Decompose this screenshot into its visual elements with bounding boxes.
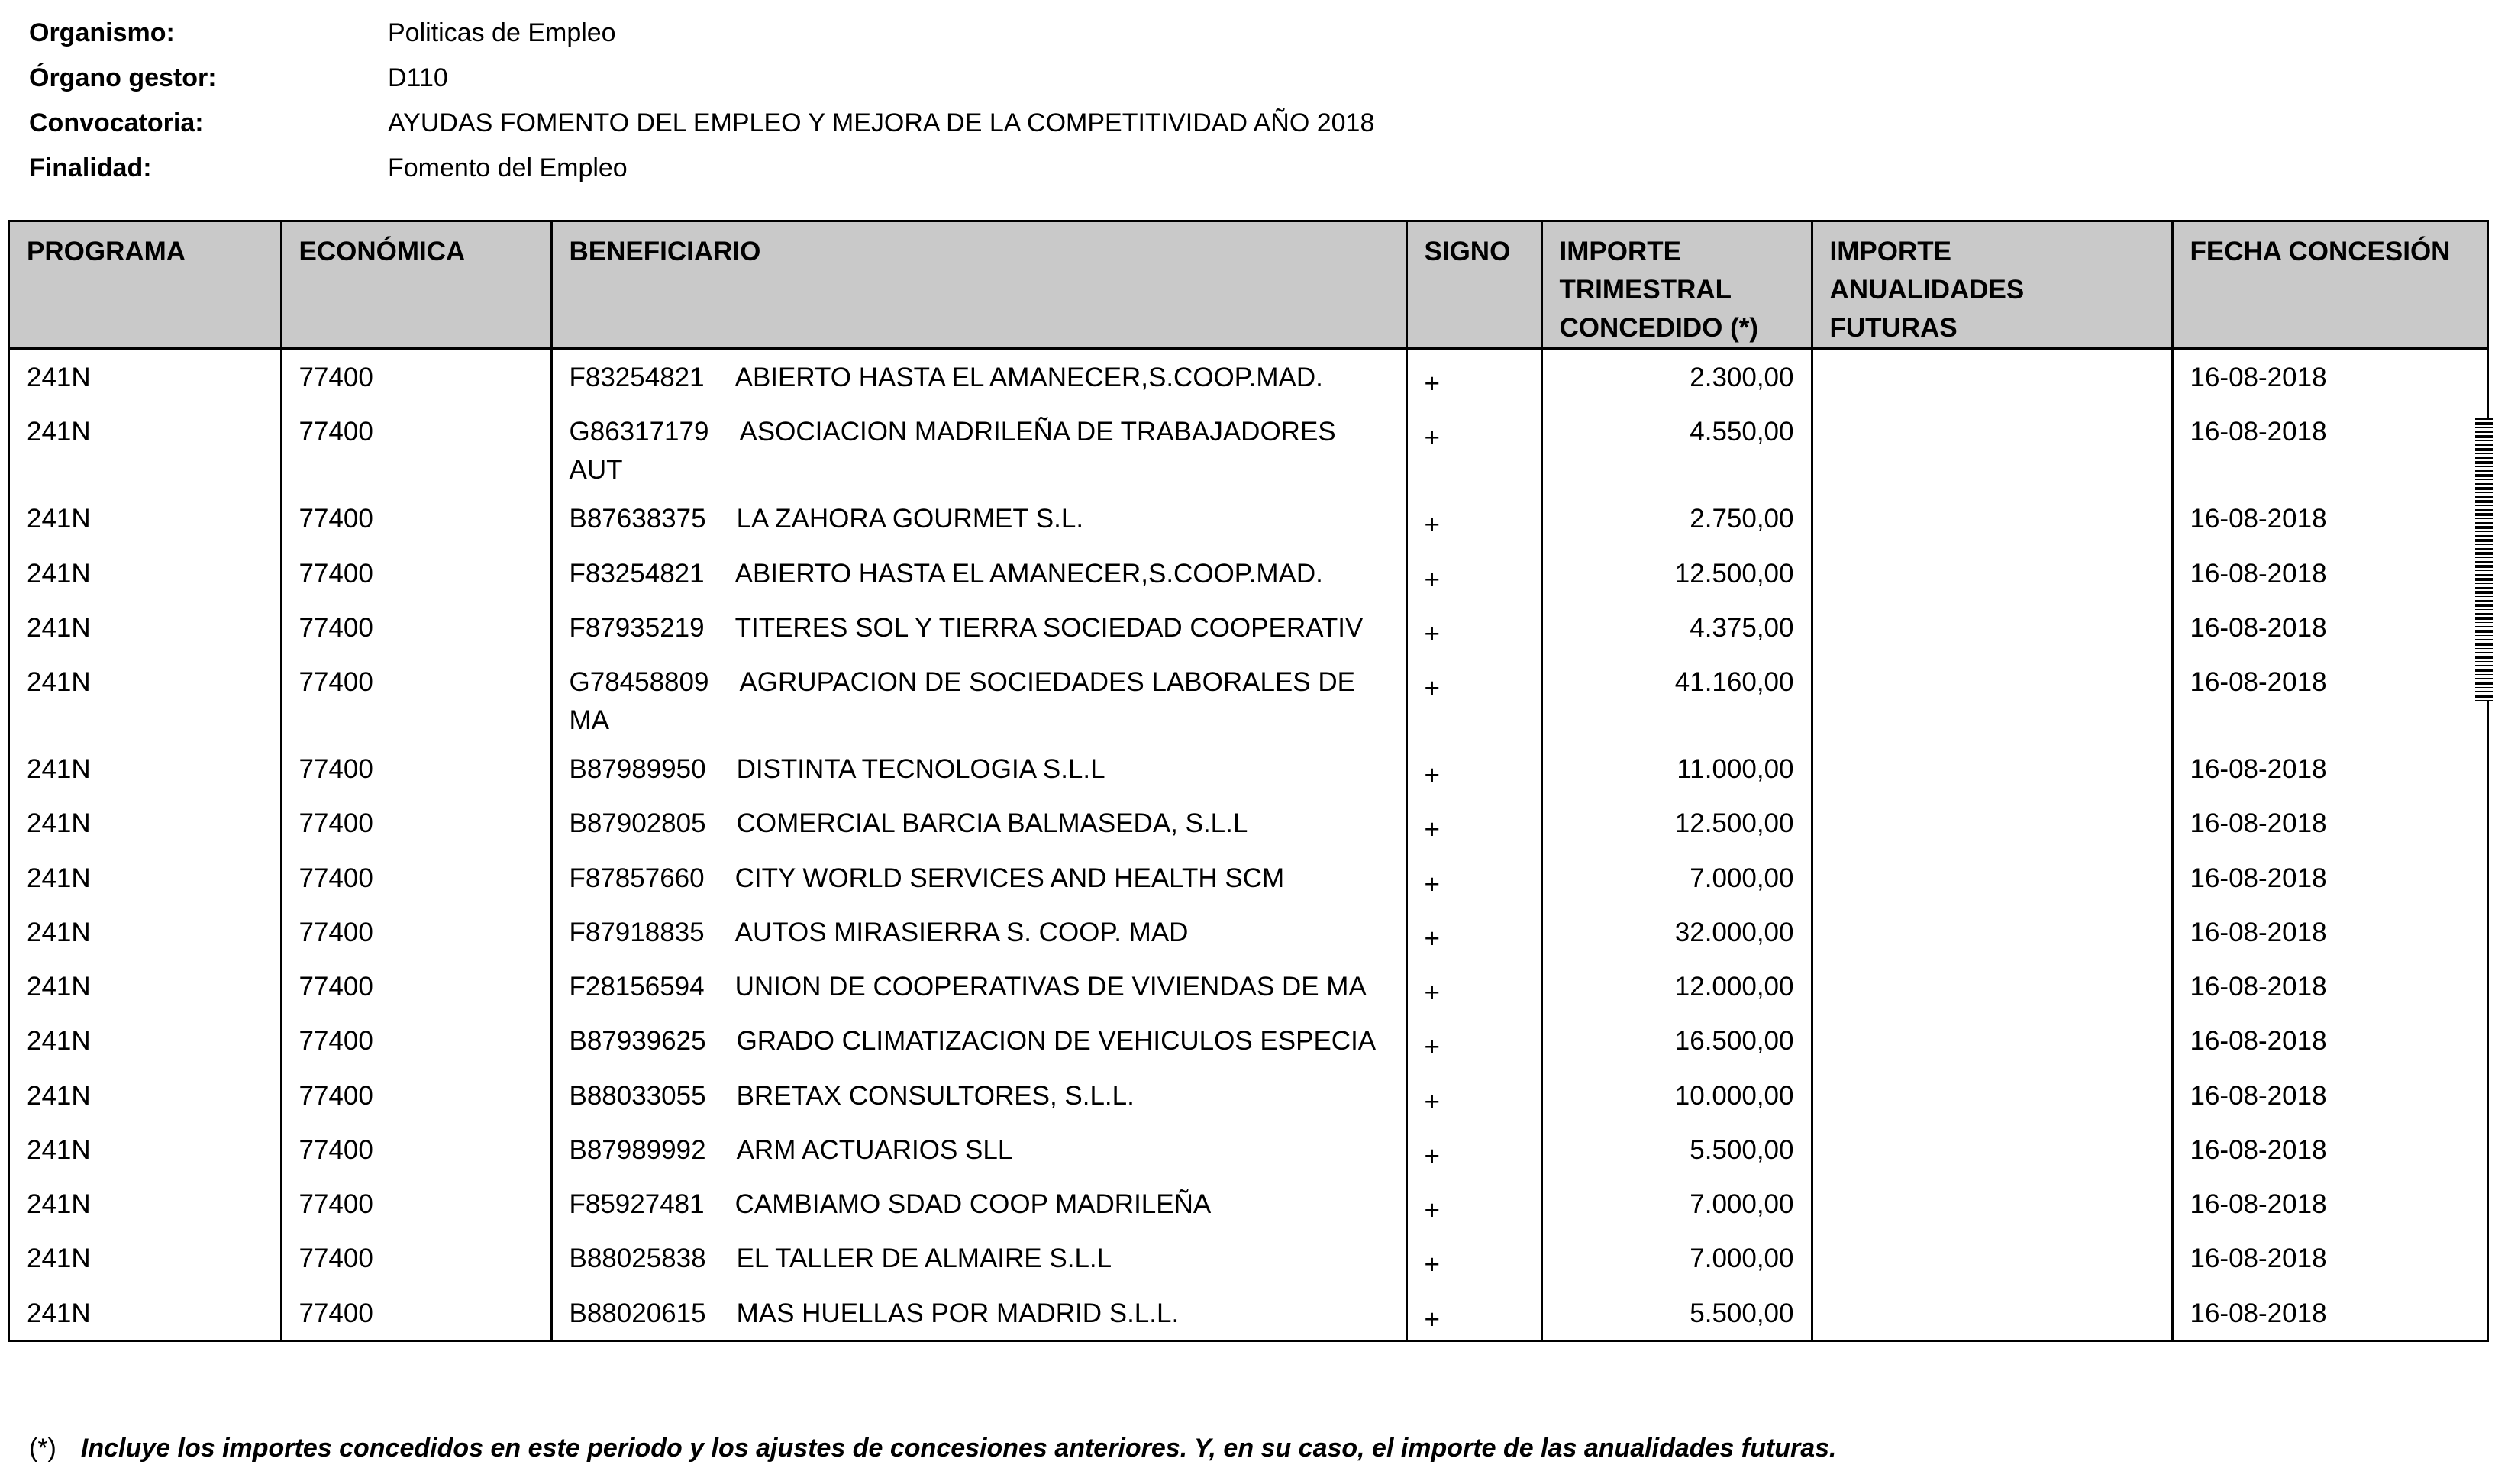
cell-importe: 12.000,00 — [1541, 959, 1812, 1013]
cell-fecha: 16-08-2018 — [2190, 612, 2327, 643]
cell-importe: 7.000,00 — [1541, 1231, 1812, 1285]
beneficiario-nif: F83254821 — [569, 558, 705, 589]
beneficiario-nif: F83254821 — [569, 363, 705, 392]
cell-programa: 241N — [10, 546, 281, 600]
cell-fecha: 16-08-2018 — [2190, 1244, 2327, 1274]
cell-importe: 12.500,00 — [1541, 546, 1812, 600]
cell-signo: + — [1406, 349, 1541, 405]
beneficiario-nif: F87935219 — [569, 612, 705, 643]
cell-signo: + — [1406, 1122, 1541, 1176]
cell-anualidades — [1812, 1068, 2172, 1122]
side-barcode — [2475, 418, 2493, 701]
cell-beneficiario — [551, 491, 1406, 545]
beneficiario-nombre: UNION DE COOPERATIVAS DE VIVIENDAS DE MA — [734, 972, 1367, 1002]
table-row — [10, 1176, 2487, 1231]
cell-fecha: 16-08-2018 — [2190, 1134, 2327, 1165]
concessions-table — [10, 222, 2487, 1340]
cell-economica: 77400 — [281, 795, 551, 850]
cell-programa: 241N — [10, 1013, 281, 1067]
cell-anualidades — [1812, 959, 2172, 1013]
cell-economica: 77400 — [281, 600, 551, 654]
cell-anualidades — [1812, 1286, 2172, 1340]
cell-beneficiario — [551, 795, 1406, 850]
table-row — [10, 1068, 2487, 1122]
beneficiario-nombre: CAMBIAMO SDAD COOP MADRILEÑA — [734, 1189, 1212, 1220]
beneficiario-nif: B88033055 — [569, 1080, 706, 1111]
cell-importe: 16.500,00 — [1541, 1013, 1812, 1067]
beneficiario-nombre: ARM ACTUARIOS SLL — [736, 1134, 1013, 1165]
cell-anualidades — [1812, 491, 2172, 545]
cell-programa: 241N — [10, 795, 281, 850]
cell-economica: 77400 — [281, 1013, 551, 1067]
cell-beneficiario — [551, 1068, 1406, 1122]
cell-importe: 32.000,00 — [1541, 905, 1812, 959]
table-row — [10, 905, 2487, 959]
organo-gestor-row — [29, 56, 1374, 101]
cell-fecha: 16-08-2018 — [2190, 1080, 2327, 1111]
cell-signo: + — [1406, 850, 1541, 905]
cell-anualidades — [1812, 795, 2172, 850]
cell-importe: 5.500,00 — [1541, 1286, 1812, 1340]
table-row — [10, 1013, 2487, 1067]
cell-signo: + — [1406, 1013, 1541, 1067]
cell-fecha: 16-08-2018 — [2190, 972, 2327, 1002]
beneficiario-nif: B87638375 — [569, 504, 706, 534]
beneficiario-nif: F85927481 — [569, 1189, 705, 1220]
document-header — [29, 11, 1374, 191]
finalidad-value: Fomento del Empleo — [388, 153, 628, 182]
beneficiario-nombre: CITY WORLD SERVICES AND HEALTH SCM — [734, 863, 1285, 893]
table-row — [10, 1231, 2487, 1285]
cell-economica: 77400 — [281, 491, 551, 545]
beneficiario-nombre: COMERCIAL BARCIA BALMASEDA, S.L.L — [736, 808, 1248, 839]
col-header-importe: IMPORTE TRIMESTRAL CONCEDIDO (*) — [1541, 222, 1812, 349]
convocatoria-row — [29, 101, 1374, 146]
cell-fecha: 16-08-2018 — [2190, 863, 2327, 893]
cell-programa: 241N — [10, 349, 281, 405]
beneficiario-nombre: DISTINTA TECNOLOGIA S.L.L — [736, 754, 1105, 785]
cell-fecha: 16-08-2018 — [2190, 1189, 2327, 1220]
col-header-economica: ECONÓMICA — [281, 222, 551, 349]
cell-programa: 241N — [10, 1122, 281, 1176]
beneficiario-nombre: LA ZAHORA GOURMET S.L. — [736, 504, 1084, 534]
beneficiario-nif: B87939625 — [569, 1026, 706, 1057]
cell-anualidades — [1812, 600, 2172, 654]
beneficiario-nombre: ABIERTO HASTA EL AMANECER,S.COOP.MAD. — [734, 363, 1323, 392]
cell-fecha: 16-08-2018 — [2190, 504, 2327, 534]
cell-economica: 77400 — [281, 959, 551, 1013]
cell-economica: 77400 — [281, 1231, 551, 1285]
beneficiario-nombre: EL TALLER DE ALMAIRE S.L.L — [736, 1244, 1112, 1274]
cell-programa: 241N — [10, 905, 281, 959]
cell-economica: 77400 — [281, 1286, 551, 1340]
cell-signo: + — [1406, 654, 1541, 741]
cell-programa: 241N — [10, 1176, 281, 1231]
cell-importe: 11.000,00 — [1541, 741, 1812, 795]
beneficiario-nif: G78458809 — [569, 667, 709, 698]
cell-economica: 77400 — [281, 1122, 551, 1176]
beneficiario-nombre: TITERES SOL Y TIERRA SOCIEDAD COOPERATIV — [734, 612, 1364, 643]
cell-beneficiario — [551, 1176, 1406, 1231]
cell-anualidades — [1812, 1013, 2172, 1067]
col-header-beneficiario: BENEFICIARIO — [551, 222, 1406, 349]
cell-signo: + — [1406, 905, 1541, 959]
cell-signo: + — [1406, 1286, 1541, 1340]
table-row — [10, 1122, 2487, 1176]
cell-importe: 4.375,00 — [1541, 600, 1812, 654]
cell-programa: 241N — [10, 1068, 281, 1122]
organismo-row — [29, 11, 1374, 56]
beneficiario-nif: B87989950 — [569, 754, 706, 785]
cell-fecha: 16-08-2018 — [2190, 558, 2327, 589]
cell-economica: 77400 — [281, 850, 551, 905]
col-header-fecha: FECHA CONCESIÓN — [2172, 222, 2487, 349]
cell-signo: + — [1406, 1231, 1541, 1285]
cell-programa: 241N — [10, 959, 281, 1013]
col-header-signo: SIGNO — [1406, 222, 1541, 349]
cell-beneficiario — [551, 959, 1406, 1013]
cell-programa: 241N — [10, 741, 281, 795]
cell-economica: 77400 — [281, 1176, 551, 1231]
beneficiario-nombre: ASOCIACION MADRILEÑA DE TRABAJADORES AUT — [569, 417, 1336, 486]
table-row — [10, 959, 2487, 1013]
cell-anualidades — [1812, 349, 2172, 405]
cell-economica: 77400 — [281, 905, 551, 959]
col-header-anualidades: IMPORTE ANUALIDADES FUTURAS — [1812, 222, 2172, 349]
table-row — [10, 1286, 2487, 1340]
organo-gestor-value: D110 — [388, 63, 448, 92]
cell-economica: 77400 — [281, 546, 551, 600]
cell-economica: 77400 — [281, 1068, 551, 1122]
cell-signo: + — [1406, 1068, 1541, 1122]
cell-anualidades — [1812, 404, 2172, 491]
cell-programa: 241N — [10, 654, 281, 741]
cell-signo: + — [1406, 546, 1541, 600]
beneficiario-nif: F28156594 — [569, 972, 705, 1002]
table-row — [10, 600, 2487, 654]
cell-fecha: 16-08-2018 — [2190, 667, 2327, 698]
cell-economica: 77400 — [281, 654, 551, 741]
cell-importe: 2.300,00 — [1541, 349, 1812, 405]
organismo-value: Politicas de Empleo — [388, 18, 616, 47]
cell-programa: 241N — [10, 1286, 281, 1340]
cell-signo: + — [1406, 741, 1541, 795]
beneficiario-nombre: MAS HUELLAS POR MADRID S.L.L. — [736, 1298, 1180, 1328]
beneficiario-nombre: ABIERTO HASTA EL AMANECER,S.COOP.MAD. — [734, 558, 1323, 589]
cell-programa: 241N — [10, 850, 281, 905]
cell-fecha: 16-08-2018 — [2190, 417, 2327, 447]
table-row — [10, 546, 2487, 600]
cell-fecha: 16-08-2018 — [2190, 363, 2327, 392]
cell-anualidades — [1812, 741, 2172, 795]
cell-anualidades — [1812, 1176, 2172, 1231]
cell-programa: 241N — [10, 1231, 281, 1285]
col-header-programa: PROGRAMA — [10, 222, 281, 349]
footnote-mark: (*) — [29, 1434, 56, 1463]
cell-programa: 241N — [10, 404, 281, 491]
cell-beneficiario — [551, 1286, 1406, 1340]
cell-beneficiario — [551, 349, 1406, 405]
cell-fecha: 16-08-2018 — [2190, 808, 2327, 839]
cell-anualidades — [1812, 654, 2172, 741]
cell-beneficiario — [551, 905, 1406, 959]
cell-fecha: 16-08-2018 — [2190, 1298, 2327, 1328]
finalidad-label: Finalidad: — [29, 153, 152, 182]
cell-economica: 77400 — [281, 741, 551, 795]
footnote — [29, 1434, 1836, 1463]
cell-programa: 241N — [10, 491, 281, 545]
concessions-table-frame — [8, 220, 2489, 1342]
cell-beneficiario — [551, 1013, 1406, 1067]
cell-importe: 7.000,00 — [1541, 850, 1812, 905]
cell-signo: + — [1406, 600, 1541, 654]
cell-anualidades — [1812, 905, 2172, 959]
cell-anualidades — [1812, 1231, 2172, 1285]
cell-fecha: 16-08-2018 — [2190, 917, 2327, 947]
cell-signo: + — [1406, 404, 1541, 491]
organo-gestor-label: Órgano gestor: — [29, 63, 217, 92]
cell-anualidades — [1812, 546, 2172, 600]
convocatoria-value: AYUDAS FOMENTO DEL EMPLEO Y MEJORA DE LA COMPETITIVIDAD AÑO 2018 — [388, 108, 1375, 137]
beneficiario-nif: B87989992 — [569, 1134, 706, 1165]
beneficiario-nombre: GRADO CLIMATIZACION DE VEHICULOS ESPECIA — [736, 1026, 1377, 1057]
beneficiario-nif: G86317179 — [569, 417, 709, 447]
cell-signo: + — [1406, 491, 1541, 545]
cell-signo: + — [1406, 795, 1541, 850]
cell-importe: 5.500,00 — [1541, 1122, 1812, 1176]
cell-economica: 77400 — [281, 349, 551, 405]
footnote-text: Incluye los importes concedidos en este periodo y los ajustes de concesiones anteriores. Y, en su caso, el importe de las anualidades futuras. — [80, 1434, 1837, 1463]
cell-beneficiario — [551, 850, 1406, 905]
cell-fecha: 16-08-2018 — [2190, 1026, 2327, 1057]
table-header-row — [10, 222, 2487, 349]
cell-anualidades — [1812, 850, 2172, 905]
table-body — [10, 349, 2487, 1340]
table-row — [10, 404, 2487, 491]
organismo-label: Organismo: — [29, 18, 175, 47]
cell-fecha: 16-08-2018 — [2190, 754, 2327, 785]
table-row — [10, 654, 2487, 741]
cell-importe: 4.550,00 — [1541, 404, 1812, 491]
cell-importe: 10.000,00 — [1541, 1068, 1812, 1122]
cell-programa: 241N — [10, 600, 281, 654]
cell-beneficiario — [551, 404, 1406, 491]
beneficiario-nif: B88025838 — [569, 1244, 706, 1274]
cell-beneficiario — [551, 741, 1406, 795]
cell-importe: 12.500,00 — [1541, 795, 1812, 850]
cell-signo: + — [1406, 1176, 1541, 1231]
cell-importe: 2.750,00 — [1541, 491, 1812, 545]
beneficiario-nombre: AUTOS MIRASIERRA S. COOP. MAD — [734, 917, 1189, 947]
cell-economica: 77400 — [281, 404, 551, 491]
cell-anualidades — [1812, 1122, 2172, 1176]
table-row — [10, 795, 2487, 850]
table-row — [10, 491, 2487, 545]
table-row — [10, 349, 2487, 405]
beneficiario-nombre: AGRUPACION DE SOCIEDADES LABORALES DE MA — [569, 667, 1355, 736]
table-row — [10, 850, 2487, 905]
beneficiario-nif: F87918835 — [569, 917, 705, 947]
cell-beneficiario — [551, 1122, 1406, 1176]
beneficiario-nombre: BRETAX CONSULTORES, S.L.L. — [736, 1080, 1135, 1111]
cell-signo: + — [1406, 959, 1541, 1013]
cell-beneficiario — [551, 654, 1406, 741]
cell-beneficiario — [551, 1231, 1406, 1285]
beneficiario-nif: F87857660 — [569, 863, 705, 893]
cell-beneficiario — [551, 600, 1406, 654]
beneficiario-nif: B87902805 — [569, 808, 706, 839]
cell-importe: 7.000,00 — [1541, 1176, 1812, 1231]
cell-beneficiario — [551, 546, 1406, 600]
finalidad-row — [29, 146, 1374, 191]
table-row — [10, 741, 2487, 795]
beneficiario-nif: B88020615 — [569, 1298, 706, 1328]
cell-importe: 41.160,00 — [1541, 654, 1812, 741]
convocatoria-label: Convocatoria: — [29, 108, 204, 137]
